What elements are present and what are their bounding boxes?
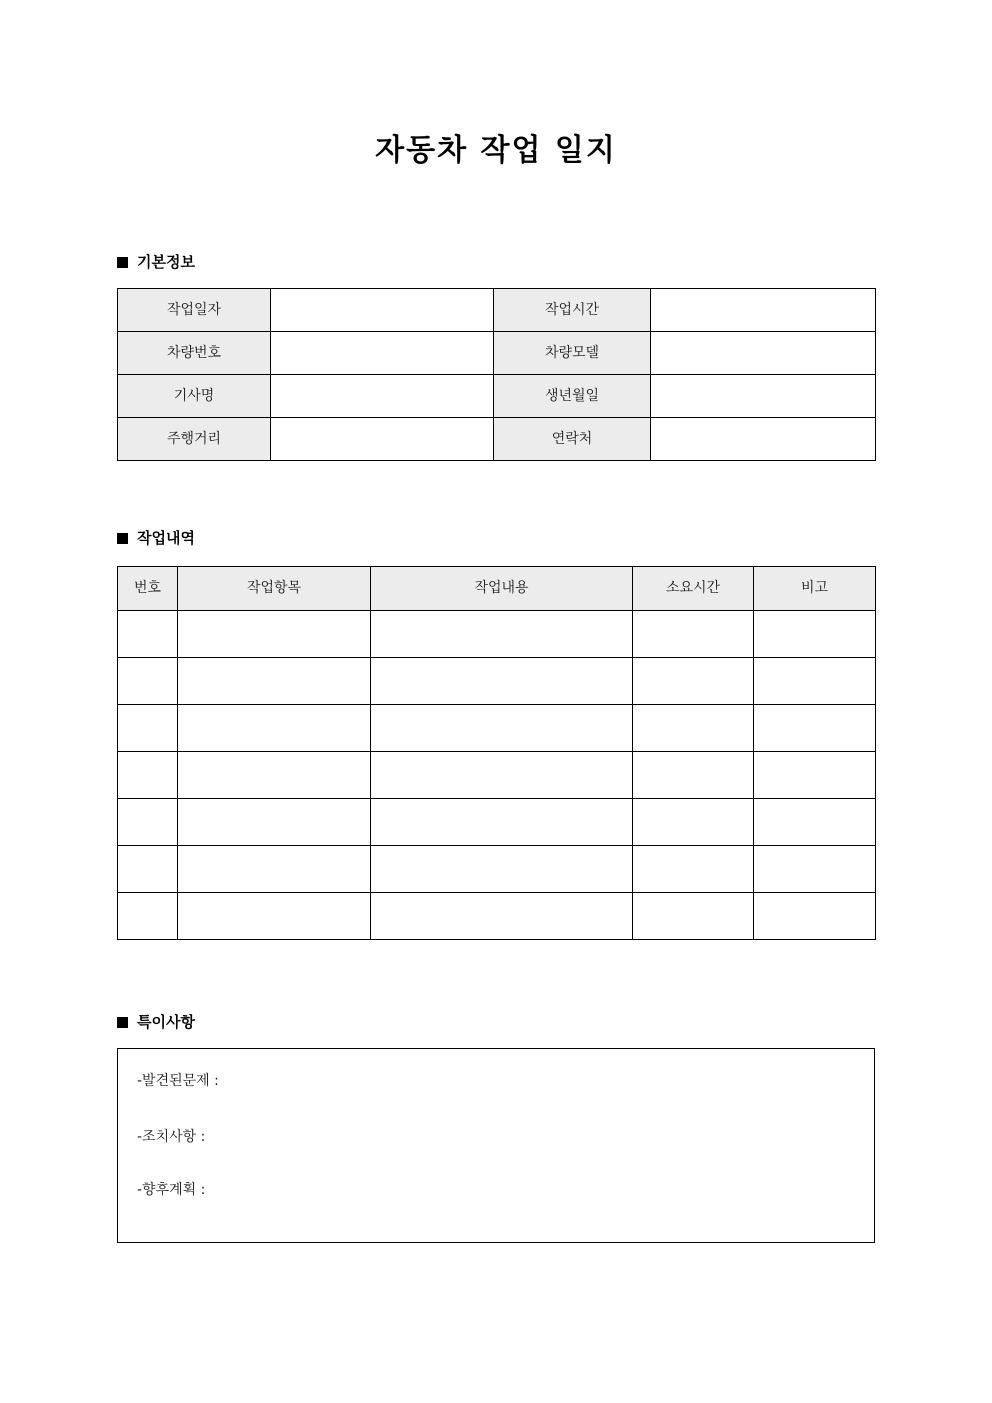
table-cell[interactable] [178,752,371,799]
table-cell[interactable] [118,799,178,846]
section-heading-basic-info-label: 기본정보 [137,253,195,271]
table-cell[interactable] [633,658,754,705]
section-heading-work-details [117,527,195,549]
table-cell[interactable] [754,799,876,846]
table-cell[interactable] [178,846,371,893]
field-value[interactable] [651,289,876,332]
field-label: 작업시간 [494,289,651,332]
field-label: 연락처 [494,418,651,461]
table-cell[interactable] [633,799,754,846]
table-cell[interactable] [754,658,876,705]
table-cell[interactable] [754,846,876,893]
field-label: 기사명 [118,375,271,418]
table-header-row [118,567,876,611]
square-bullet-icon [117,257,128,268]
column-header: 비고 [754,567,876,611]
table-cell[interactable] [178,893,371,940]
table-cell[interactable] [371,611,633,658]
section-heading-basic-info [117,251,195,273]
section-heading-work-details-label: 작업내역 [137,529,195,547]
table-cell[interactable] [633,893,754,940]
table-cell[interactable] [178,658,371,705]
field-value[interactable] [271,332,494,375]
table-row [118,893,876,940]
field-label: 작업일자 [118,289,271,332]
table-cell[interactable] [178,705,371,752]
note-line: -발견된문제 : [137,1073,219,1089]
page-title: 자동차 작업 일지 [375,133,617,168]
field-value[interactable] [651,332,876,375]
table-cell[interactable] [118,752,178,799]
column-header: 작업내용 [371,567,633,611]
table-row [118,846,876,893]
table-cell[interactable] [633,705,754,752]
special-notes-box[interactable] [117,1048,875,1243]
table-cell[interactable] [754,611,876,658]
table-row [118,611,876,658]
column-header: 작업항목 [178,567,371,611]
table-row [118,332,876,375]
square-bullet-icon [117,1017,128,1028]
table-cell[interactable] [754,752,876,799]
table-cell[interactable] [371,799,633,846]
table-cell[interactable] [754,893,876,940]
table-cell[interactable] [633,611,754,658]
table-row [118,799,876,846]
table-cell[interactable] [371,658,633,705]
table-cell[interactable] [371,846,633,893]
table-cell[interactable] [371,705,633,752]
note-line: -조치사항 : [137,1129,206,1145]
square-bullet-icon [117,533,128,544]
table-cell[interactable] [118,846,178,893]
field-value[interactable] [271,289,494,332]
field-value[interactable] [651,418,876,461]
table-cell[interactable] [118,658,178,705]
table-cell[interactable] [633,752,754,799]
table-cell[interactable] [178,799,371,846]
table-cell[interactable] [371,893,633,940]
field-value[interactable] [271,375,494,418]
field-label: 차량번호 [118,332,271,375]
table-row [118,418,876,461]
column-header: 번호 [118,567,178,611]
table-cell[interactable] [754,705,876,752]
table-row [118,705,876,752]
table-row [118,289,876,332]
table-row [118,752,876,799]
table-row [118,658,876,705]
section-heading-special-notes [117,1011,195,1033]
table-cell[interactable] [118,611,178,658]
table-cell[interactable] [118,705,178,752]
field-value[interactable] [271,418,494,461]
table-cell[interactable] [371,752,633,799]
note-line: -향후계획 : [137,1182,206,1198]
column-header: 소요시간 [633,567,754,611]
table-cell[interactable] [633,846,754,893]
basic-info-table [117,288,876,461]
section-heading-special-notes-label: 특이사항 [137,1013,195,1031]
table-row [118,375,876,418]
field-label: 주행거리 [118,418,271,461]
table-cell[interactable] [118,893,178,940]
table-cell[interactable] [178,611,371,658]
work-details-table [117,566,876,940]
field-label: 생년월일 [494,375,651,418]
field-value[interactable] [651,375,876,418]
field-label: 차량모델 [494,332,651,375]
